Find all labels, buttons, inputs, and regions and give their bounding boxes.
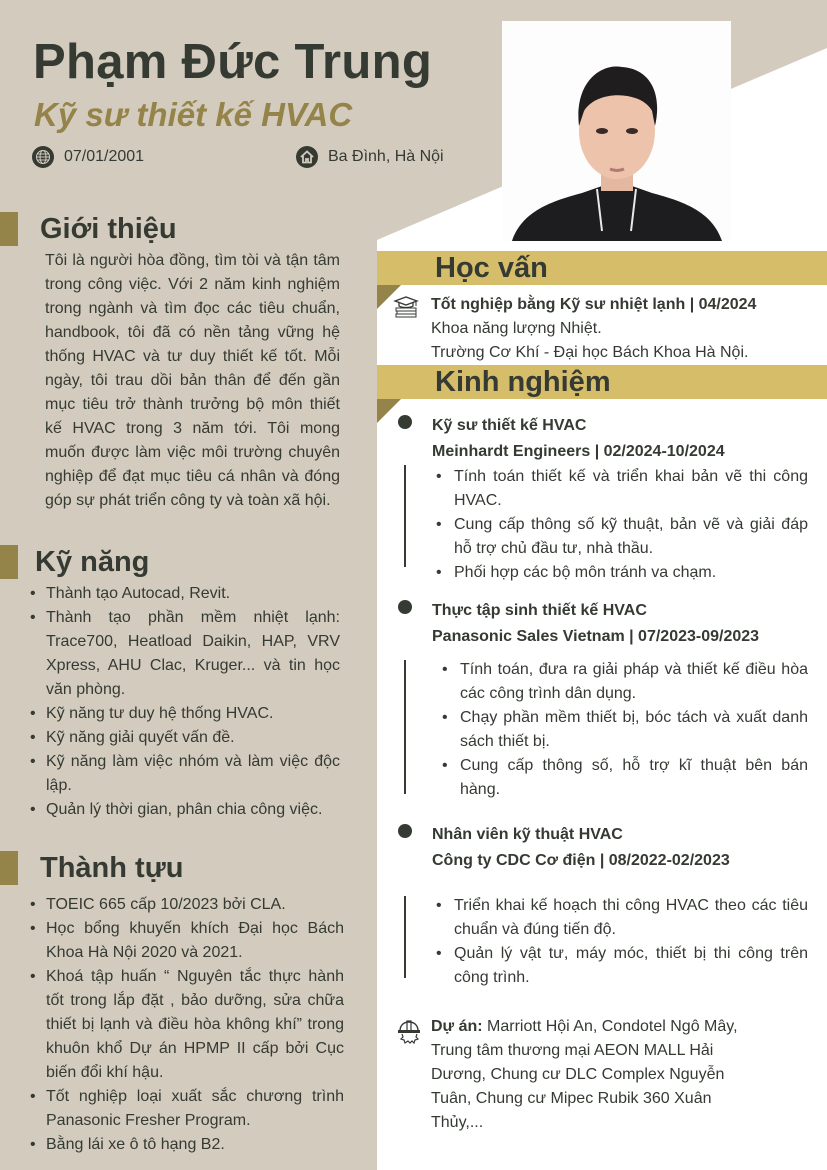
list-item: • Bằng lái xe ô tô hạng B2. (28, 1133, 344, 1157)
list-item: • Kỹ năng giải quyết vấn đề. (28, 726, 340, 750)
projects-label: Dự án: (431, 1018, 483, 1035)
job-tasks (398, 650, 808, 802)
section-heading-achievements: Thành tựu (0, 851, 183, 885)
section-heading-intro: Giới thiệu (0, 212, 177, 246)
list-item: • Tính toán thiết kế và triển khai bản vẽ thi công HVAC. (432, 465, 808, 513)
job-entry (398, 822, 808, 990)
list-item: • Học bổng khuyến khích Đại học Bách Khoa Hà Nội 2020 và 2021. (28, 917, 344, 965)
list-item: • Chạy phần mềm thiết bị, bóc tách và xuất danh sách thiết bị. (438, 706, 808, 754)
job-position: Thực tập sinh thiết kế HVAC (432, 602, 647, 619)
list-item: • Quản lý vật tư, máy móc, thiết bị thi công trên công trình. (432, 942, 808, 990)
list-item: • Kỹ năng làm việc nhóm và làm việc độc lập. (28, 750, 340, 798)
profile-photo (502, 21, 731, 241)
list-item: • Kỹ năng tư duy hệ thống HVAC. (28, 702, 340, 726)
skills-list (28, 582, 340, 822)
list-item: • Khoá tập huấn “ Nguyên tắc thực hành tốt trong lắp đặt , bảo dưỡng, sửa chữa thiết bị lạnh và điều hòa không khí” trong khuôn khổ Dự án HPMP II cấp bởi Cục biến đổi khí hậu. (28, 965, 344, 1085)
achievements-list (28, 893, 344, 1157)
job-position: Nhân viên kỹ thuật HVAC (432, 826, 623, 843)
list-item: • TOEIC 665 cấp 10/2023 bởi CLA. (28, 893, 344, 917)
location (296, 146, 444, 168)
job-entry (398, 598, 808, 802)
list-item: • Cung cấp thông số, hỗ trợ kĩ thuật bên bán hàng. (438, 754, 808, 802)
person-portrait-icon (502, 21, 731, 241)
graduation-books-icon (392, 295, 420, 327)
date-of-birth (32, 146, 144, 168)
faculty: Khoa năng lượng Nhiệt. (431, 320, 602, 337)
hardhat-gear-icon (396, 1019, 422, 1053)
list-item: • Thành tạo Autocad, Revit. (28, 582, 340, 606)
home-icon (296, 146, 318, 168)
list-item: • Cung cấp thông số kỹ thuật, bản vẽ và giải đáp hỗ trợ chủ đầu tư, nhà thầu. (432, 513, 808, 561)
job-company: Công ty CDC Cơ điện | 08/2022-02/2023 (432, 852, 730, 869)
timeline-line (404, 660, 406, 794)
projects-text: Marriott Hội An, Condotel Ngô Mây, Trung tâm thương mại AEON MALL Hải Dương, Chung cư DLC Complex Nguyễn Tuân, Chung cư Mipec Rubik 360 Xuân Thủy,... (431, 1018, 738, 1131)
timeline-line (404, 896, 406, 978)
job-tasks (398, 465, 808, 585)
list-item: • Quản lý thời gian, phân chia công việc. (28, 798, 340, 822)
section-heading-skills: Kỹ năng (0, 545, 149, 579)
list-item: • Tính toán, đưa ra giải pháp và thiết kế điều hòa các công trình dân dụng. (438, 658, 808, 706)
location-value: Ba Đình, Hà Nội (328, 148, 444, 165)
job-company: Meinhardt Engineers | 02/2024-10/2024 (432, 443, 725, 460)
section-heading-education: Học vấn (377, 251, 827, 285)
candidate-role: Kỹ sư thiết kế HVAC (34, 96, 353, 133)
globe-icon (32, 146, 54, 168)
section-heading-experience: Kinh nghiệm (377, 365, 827, 399)
job-entry (398, 413, 808, 585)
list-item: • Triển khai kế hoạch thi công HVAC theo các tiêu chuẩn và đúng tiến độ. (432, 894, 808, 942)
list-item: • Tốt nghiệp loại xuất sắc chương trình Panasonic Fresher Program. (28, 1085, 344, 1133)
degree: Tốt nghiệp bằng Kỹ sư nhiệt lạnh | 04/2024 (431, 296, 757, 313)
heading-bar (0, 212, 18, 246)
candidate-name: Phạm Đức Trung (33, 35, 433, 89)
job-tasks (398, 874, 808, 990)
school: Trường Cơ Khí - Đại học Bách Khoa Hà Nội. (431, 344, 749, 361)
list-item: • Phối hợp các bộ môn tránh va chạm. (432, 561, 808, 585)
list-item: • Thành tạo phần mềm nhiệt lạnh: Trace700, Heatload Daikin, HAP, VRV Xpress, AHU Clac, Kruger... và tin học văn phòng. (28, 606, 340, 702)
heading-bar (0, 851, 18, 885)
job-company: Panasonic Sales Vietnam | 07/2023-09/2023 (432, 628, 760, 645)
timeline-line (404, 465, 406, 567)
job-position: Kỹ sư thiết kế HVAC (432, 417, 587, 434)
timeline-dot-icon (398, 415, 412, 429)
intro-text: Tôi là người hòa đồng, tìm tòi và tận tâm trong công việc. Với 2 năm kinh nghiệm trong ngành và tìm đọc các tiêu chuẩn, handbook, tôi đã có nền tảng vững hệ thống HVAC và tư duy thiết kế tốt. Mỗi ngày, tôi trau dồi bản thân để đến gần mục tiêu trở thành trưởng bộ môn thiết kế HVAC trong 3 năm tới. Tôi mong muốn được làm việc môi trường chuyên nghiệp để đạt mục tiêu cá nhân và đóng góp sự phát triển công ty và toàn xã hội. (45, 252, 340, 509)
timeline-dot-icon (398, 600, 412, 614)
dob-value: 07/01/2001 (64, 148, 145, 165)
timeline-dot-icon (398, 824, 412, 838)
projects (396, 1015, 766, 1135)
education-entry (392, 293, 812, 365)
heading-bar (0, 545, 18, 579)
